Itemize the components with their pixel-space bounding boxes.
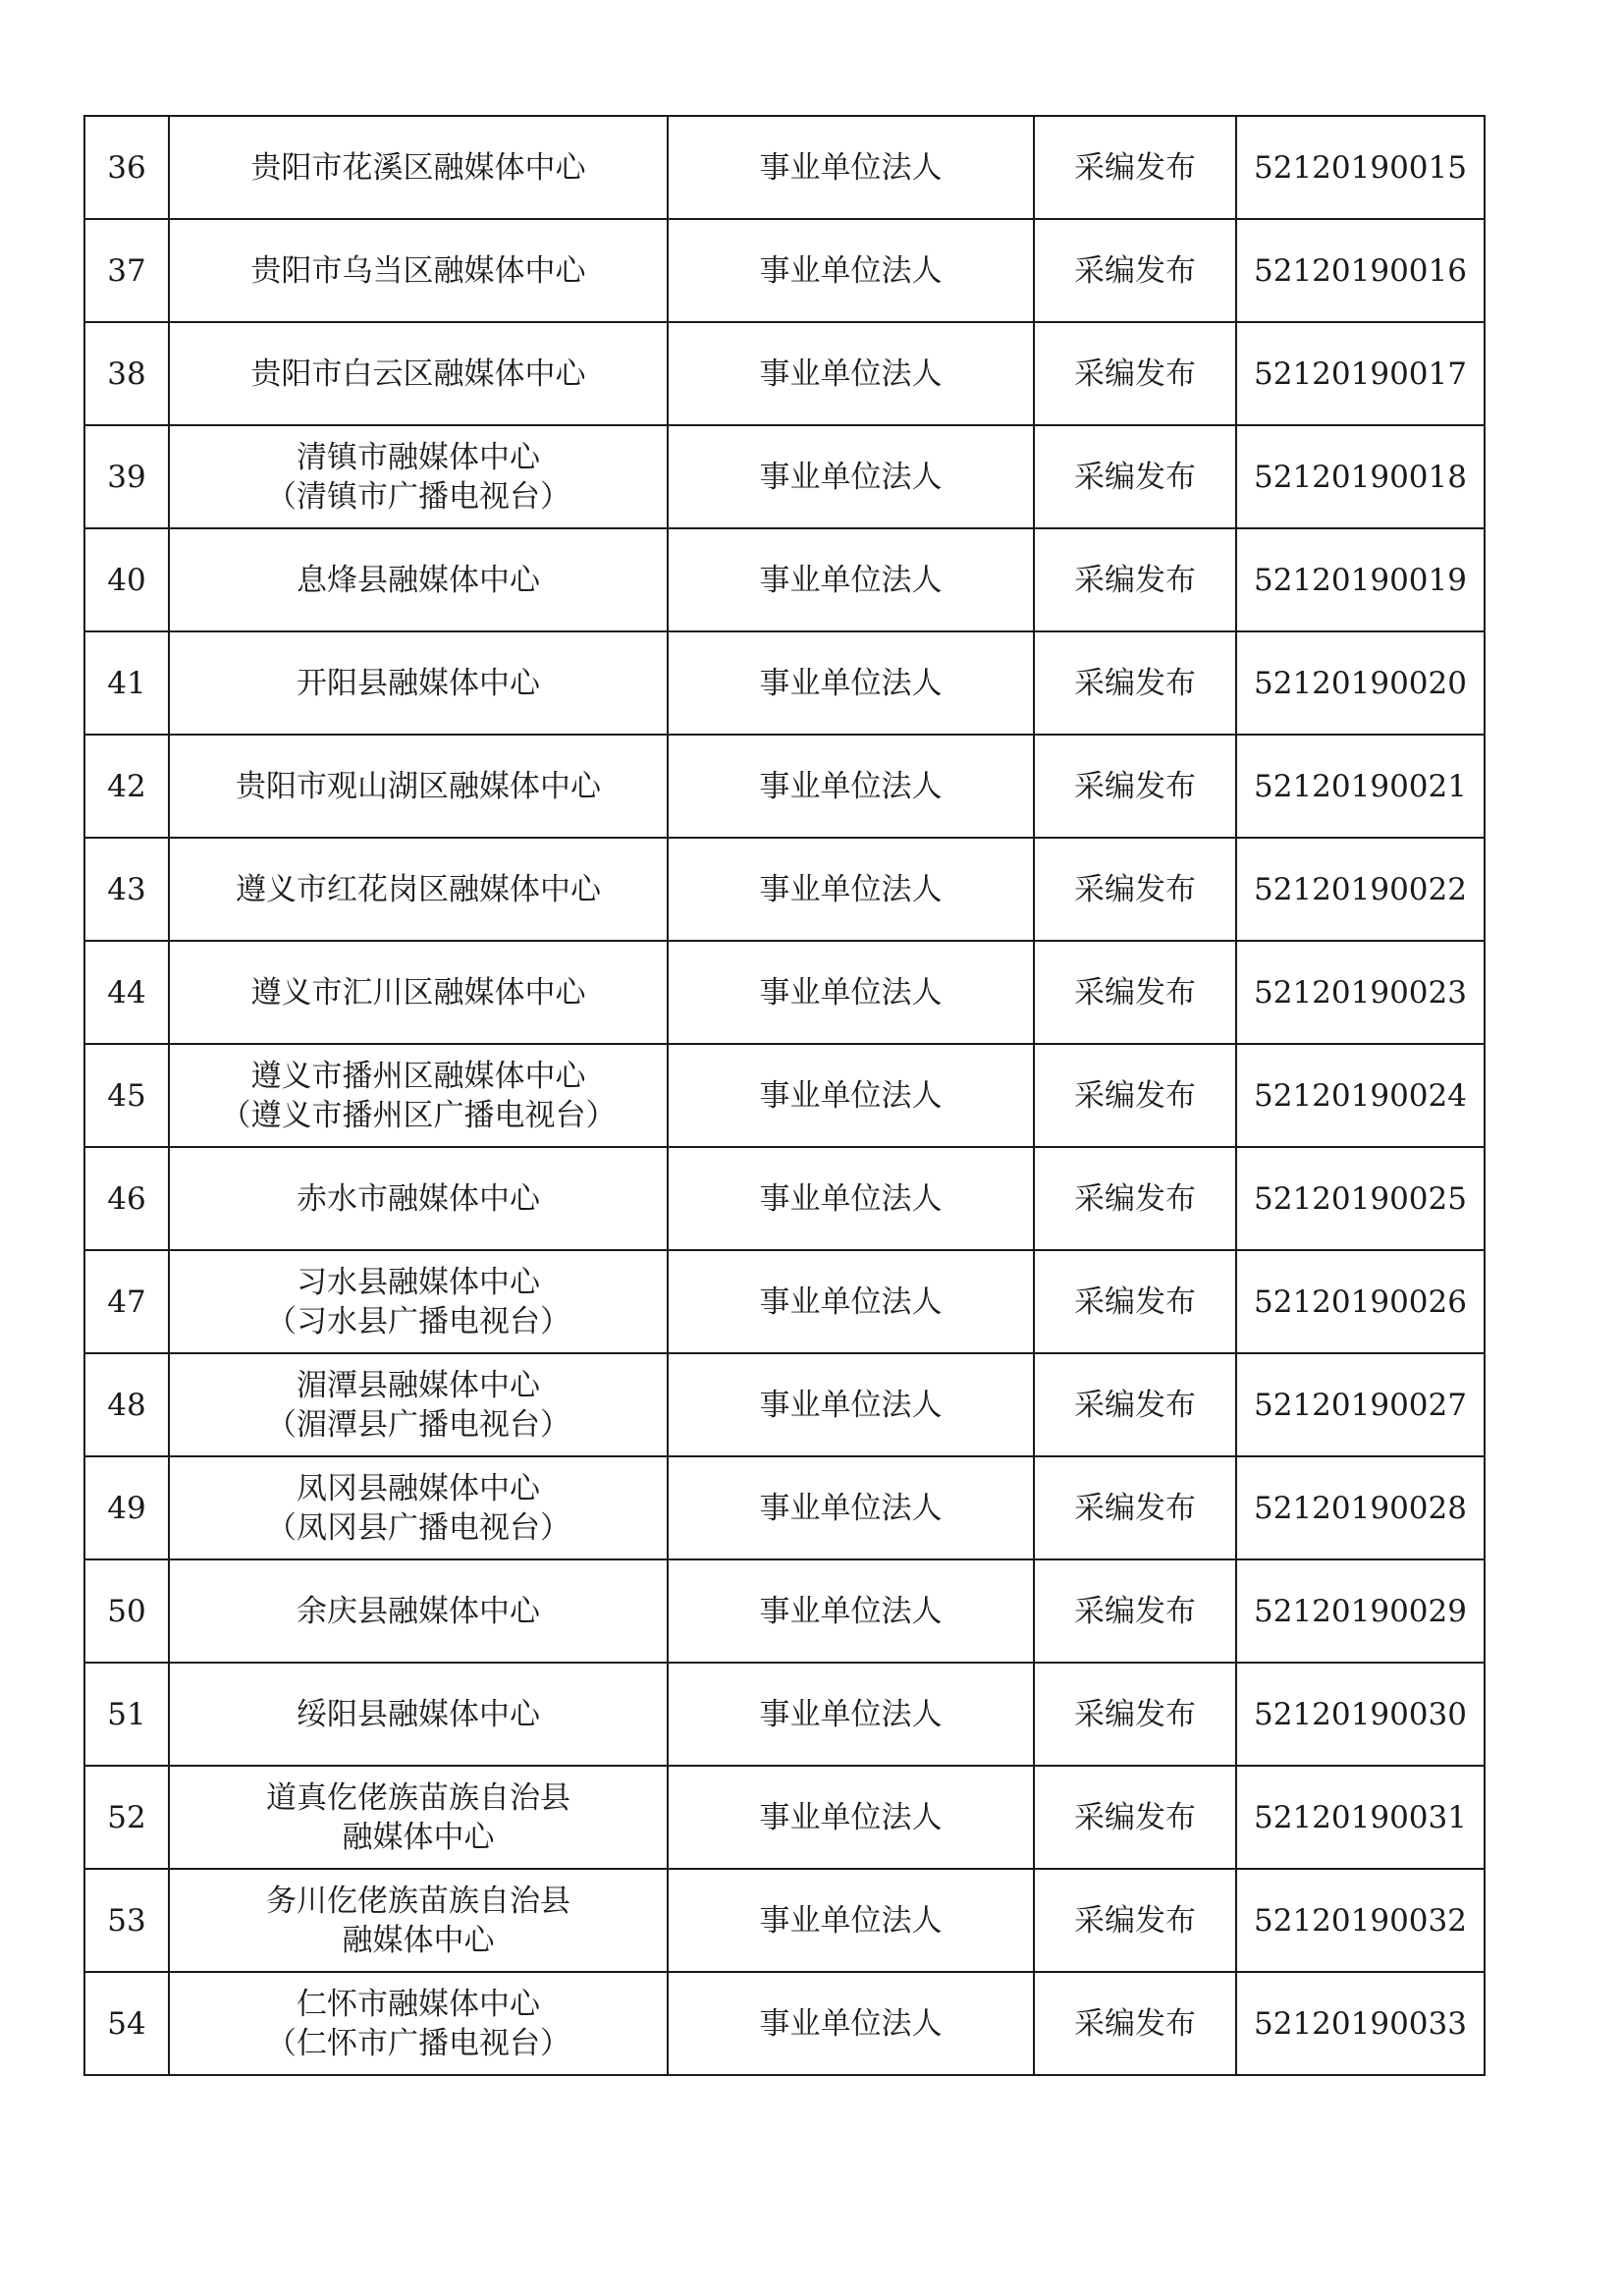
license-code: 52120190026 bbox=[1236, 1250, 1485, 1353]
organization-type: 事业单位法人 bbox=[668, 1044, 1034, 1147]
organization-name-line: 融媒体中心 bbox=[342, 1922, 495, 1958]
organization-name-line: 贵阳市白云区融媒体中心 bbox=[250, 355, 586, 392]
table-row bbox=[84, 735, 1485, 838]
row-number: 42 bbox=[84, 735, 169, 838]
table-row bbox=[84, 1250, 1485, 1353]
organization-type: 事业单位法人 bbox=[668, 1663, 1034, 1766]
organization-type: 事业单位法人 bbox=[668, 1147, 1034, 1250]
organization-name-line: （习水县广播电视台） bbox=[266, 1303, 570, 1339]
organization-name bbox=[169, 1869, 668, 1972]
service-scope: 采编发布 bbox=[1034, 1147, 1236, 1250]
license-code: 52120190016 bbox=[1236, 219, 1485, 322]
organization-name bbox=[169, 1353, 668, 1456]
service-scope: 采编发布 bbox=[1034, 735, 1236, 838]
row-number: 37 bbox=[84, 219, 169, 322]
service-scope: 采编发布 bbox=[1034, 941, 1236, 1044]
row-number: 41 bbox=[84, 631, 169, 735]
license-code: 52120190020 bbox=[1236, 631, 1485, 735]
organization-name-line: 遵义市播州区融媒体中心 bbox=[250, 1058, 586, 1094]
organization-name-line: 湄潭县融媒体中心 bbox=[297, 1367, 540, 1403]
organization-name-line: 息烽县融媒体中心 bbox=[297, 562, 540, 598]
organization-type: 事业单位法人 bbox=[668, 528, 1034, 631]
organization-name-line: 开阳县融媒体中心 bbox=[297, 665, 540, 701]
organization-name-line: 融媒体中心 bbox=[342, 1819, 495, 1855]
row-number: 54 bbox=[84, 1972, 169, 2075]
organization-type: 事业单位法人 bbox=[668, 1456, 1034, 1559]
license-code: 52120190033 bbox=[1236, 1972, 1485, 2075]
service-scope: 采编发布 bbox=[1034, 1663, 1236, 1766]
license-code: 52120190027 bbox=[1236, 1353, 1485, 1456]
organization-type: 事业单位法人 bbox=[668, 631, 1034, 735]
license-code: 52120190017 bbox=[1236, 322, 1485, 425]
organization-name-line: 清镇市融媒体中心 bbox=[297, 439, 540, 475]
license-code: 52120190019 bbox=[1236, 528, 1485, 631]
organization-name bbox=[169, 1766, 668, 1869]
organization-type: 事业单位法人 bbox=[668, 1250, 1034, 1353]
service-scope: 采编发布 bbox=[1034, 425, 1236, 528]
service-scope: 采编发布 bbox=[1034, 1869, 1236, 1972]
license-code: 52120190024 bbox=[1236, 1044, 1485, 1147]
table-row bbox=[84, 1766, 1485, 1869]
organization-name-line: （清镇市广播电视台） bbox=[266, 478, 570, 515]
table-row bbox=[84, 1353, 1485, 1456]
service-scope: 采编发布 bbox=[1034, 838, 1236, 941]
organization-name bbox=[169, 1044, 668, 1147]
license-code: 52120190023 bbox=[1236, 941, 1485, 1044]
table-row bbox=[84, 322, 1485, 425]
organization-type: 事业单位法人 bbox=[668, 941, 1034, 1044]
organization-name bbox=[169, 1147, 668, 1250]
organization-type: 事业单位法人 bbox=[668, 1972, 1034, 2075]
organization-type: 事业单位法人 bbox=[668, 425, 1034, 528]
service-scope: 采编发布 bbox=[1034, 322, 1236, 425]
organization-name-line: 遵义市汇川区融媒体中心 bbox=[250, 974, 586, 1011]
table-row bbox=[84, 1456, 1485, 1559]
service-scope: 采编发布 bbox=[1034, 1766, 1236, 1869]
organization-name-line: 赤水市融媒体中心 bbox=[297, 1180, 540, 1217]
row-number: 46 bbox=[84, 1147, 169, 1250]
row-number: 36 bbox=[84, 116, 169, 219]
service-scope: 采编发布 bbox=[1034, 1044, 1236, 1147]
organization-name-line: 习水县融媒体中心 bbox=[297, 1264, 540, 1300]
organization-name bbox=[169, 735, 668, 838]
service-scope: 采编发布 bbox=[1034, 116, 1236, 219]
organization-type: 事业单位法人 bbox=[668, 1559, 1034, 1663]
service-scope: 采编发布 bbox=[1034, 1353, 1236, 1456]
organization-name-line: 务川仡佬族苗族自治县 bbox=[266, 1883, 570, 1919]
table-row bbox=[84, 1559, 1485, 1663]
row-number: 45 bbox=[84, 1044, 169, 1147]
row-number: 38 bbox=[84, 322, 169, 425]
table-row bbox=[84, 116, 1485, 219]
license-code: 52120190029 bbox=[1236, 1559, 1485, 1663]
row-number: 48 bbox=[84, 1353, 169, 1456]
license-code: 52120190015 bbox=[1236, 116, 1485, 219]
organization-type: 事业单位法人 bbox=[668, 1869, 1034, 1972]
organization-name-line: 贵阳市花溪区融媒体中心 bbox=[250, 149, 586, 186]
organization-name-line: 贵阳市观山湖区融媒体中心 bbox=[236, 768, 601, 804]
organization-name bbox=[169, 941, 668, 1044]
organization-name-line: 道真仡佬族苗族自治县 bbox=[266, 1779, 570, 1816]
table-row bbox=[84, 1972, 1485, 2075]
row-number: 40 bbox=[84, 528, 169, 631]
organization-name bbox=[169, 116, 668, 219]
organization-name bbox=[169, 1972, 668, 2075]
license-code: 52120190028 bbox=[1236, 1456, 1485, 1559]
table-body bbox=[84, 116, 1485, 2075]
table-row bbox=[84, 219, 1485, 322]
table-row bbox=[84, 1663, 1485, 1766]
table-row bbox=[84, 425, 1485, 528]
organization-type: 事业单位法人 bbox=[668, 116, 1034, 219]
registry-table bbox=[83, 115, 1486, 2076]
organization-type: 事业单位法人 bbox=[668, 219, 1034, 322]
organization-type: 事业单位法人 bbox=[668, 1353, 1034, 1456]
table-row bbox=[84, 631, 1485, 735]
license-code: 52120190022 bbox=[1236, 838, 1485, 941]
organization-name-line: 凤冈县融媒体中心 bbox=[297, 1470, 540, 1506]
organization-name bbox=[169, 1250, 668, 1353]
row-number: 43 bbox=[84, 838, 169, 941]
organization-name-line: 绥阳县融媒体中心 bbox=[297, 1696, 540, 1732]
row-number: 52 bbox=[84, 1766, 169, 1869]
service-scope: 采编发布 bbox=[1034, 1456, 1236, 1559]
service-scope: 采编发布 bbox=[1034, 631, 1236, 735]
row-number: 50 bbox=[84, 1559, 169, 1663]
organization-name bbox=[169, 425, 668, 528]
organization-name-line: （遵义市播州区广播电视台） bbox=[220, 1097, 617, 1133]
organization-name-line: 贵阳市乌当区融媒体中心 bbox=[250, 252, 586, 289]
organization-name bbox=[169, 838, 668, 941]
license-code: 52120190021 bbox=[1236, 735, 1485, 838]
organization-name-line: 余庆县融媒体中心 bbox=[297, 1593, 540, 1629]
organization-name bbox=[169, 1559, 668, 1663]
organization-name-line: 仁怀市融媒体中心 bbox=[297, 1986, 540, 2022]
license-code: 52120190032 bbox=[1236, 1869, 1485, 1972]
license-code: 52120190018 bbox=[1236, 425, 1485, 528]
service-scope: 采编发布 bbox=[1034, 219, 1236, 322]
service-scope: 采编发布 bbox=[1034, 1972, 1236, 2075]
organization-type: 事业单位法人 bbox=[668, 838, 1034, 941]
organization-name-line: 遵义市红花岗区融媒体中心 bbox=[236, 871, 601, 907]
organization-name-line: （凤冈县广播电视台） bbox=[266, 1509, 570, 1546]
license-code: 52120190031 bbox=[1236, 1766, 1485, 1869]
organization-type: 事业单位法人 bbox=[668, 735, 1034, 838]
organization-type: 事业单位法人 bbox=[668, 322, 1034, 425]
organization-name bbox=[169, 322, 668, 425]
organization-name bbox=[169, 1456, 668, 1559]
license-code: 52120190030 bbox=[1236, 1663, 1485, 1766]
row-number: 49 bbox=[84, 1456, 169, 1559]
organization-name bbox=[169, 219, 668, 322]
row-number: 47 bbox=[84, 1250, 169, 1353]
table-row bbox=[84, 1044, 1485, 1147]
organization-type: 事业单位法人 bbox=[668, 1766, 1034, 1869]
table-row bbox=[84, 1147, 1485, 1250]
organization-name-line: （仁怀市广播电视台） bbox=[266, 2025, 570, 2061]
service-scope: 采编发布 bbox=[1034, 1559, 1236, 1663]
row-number: 53 bbox=[84, 1869, 169, 1972]
service-scope: 采编发布 bbox=[1034, 528, 1236, 631]
service-scope: 采编发布 bbox=[1034, 1250, 1236, 1353]
row-number: 39 bbox=[84, 425, 169, 528]
table-row bbox=[84, 838, 1485, 941]
organization-name-line: （湄潭县广播电视台） bbox=[266, 1406, 570, 1443]
license-code: 52120190025 bbox=[1236, 1147, 1485, 1250]
organization-name bbox=[169, 631, 668, 735]
row-number: 44 bbox=[84, 941, 169, 1044]
table-row bbox=[84, 528, 1485, 631]
table-row bbox=[84, 1869, 1485, 1972]
row-number: 51 bbox=[84, 1663, 169, 1766]
organization-name bbox=[169, 528, 668, 631]
organization-name bbox=[169, 1663, 668, 1766]
table-row bbox=[84, 941, 1485, 1044]
